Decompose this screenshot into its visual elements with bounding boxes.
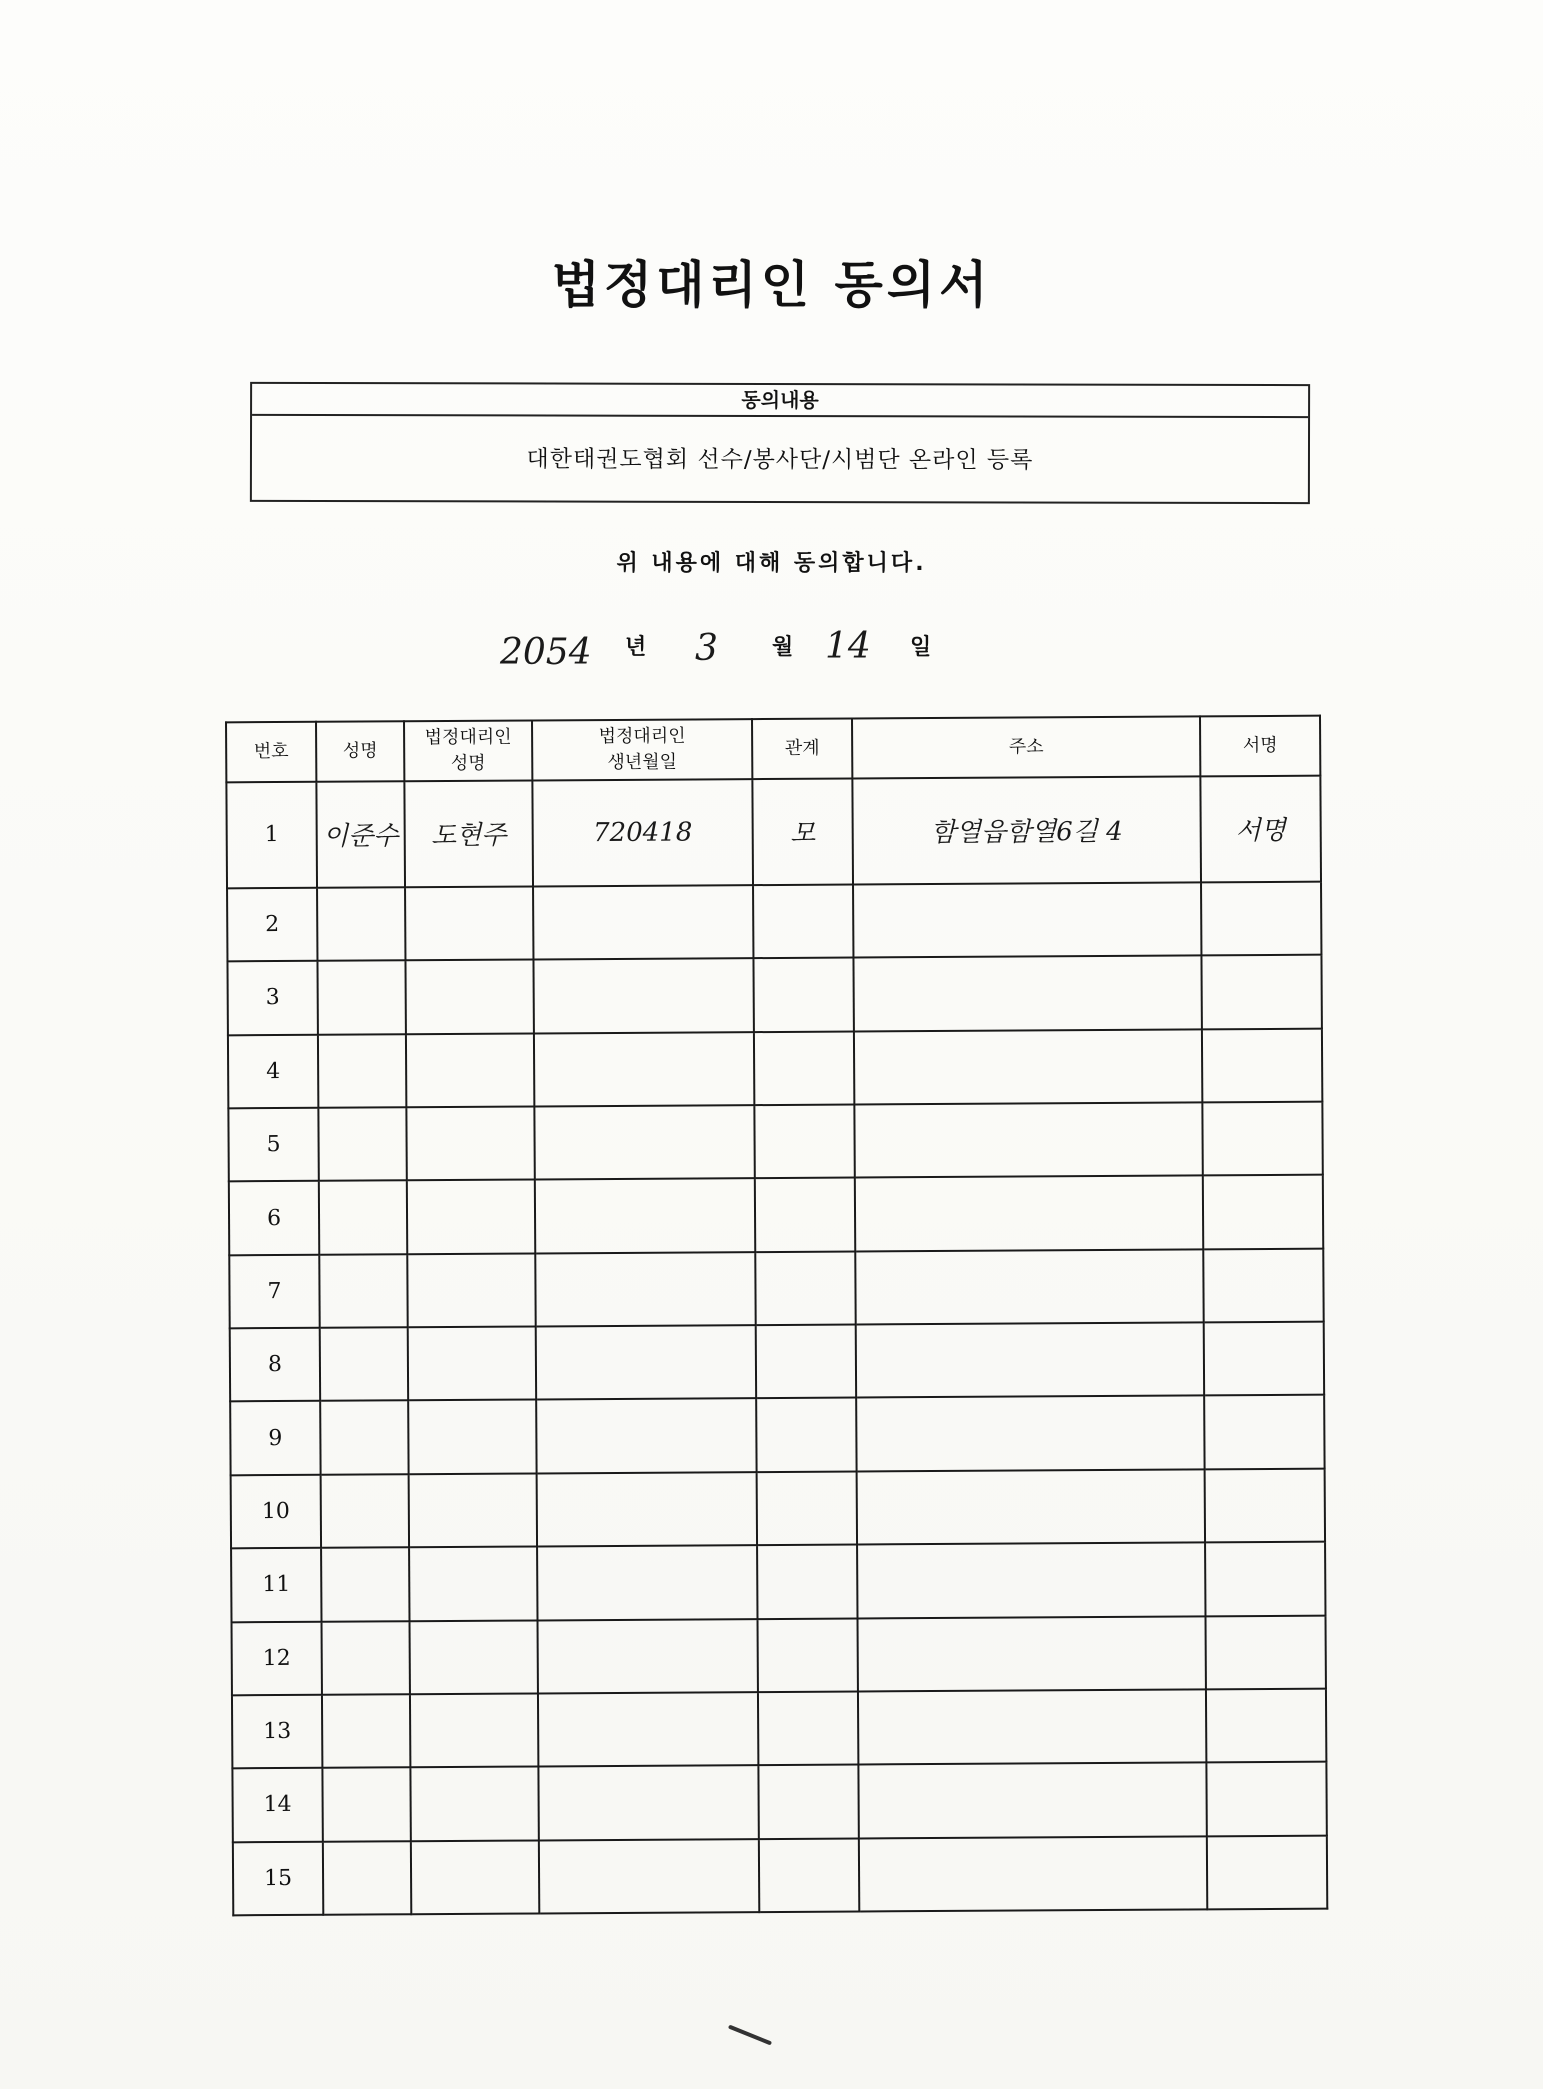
row-number: 12: [232, 1621, 322, 1695]
address-cell: [853, 956, 1201, 1031]
guardian-name-cell: [405, 886, 533, 960]
table-row: [230, 1322, 1324, 1402]
participant-name-cell: [318, 1034, 406, 1108]
date-day-handwritten: 14: [825, 626, 871, 667]
table-header-row: [226, 716, 1320, 783]
address-cell: [857, 1469, 1205, 1544]
address-cell: [854, 1029, 1202, 1104]
header-guardian-birth-line2: 생년월일: [607, 751, 678, 774]
table-row: [229, 1248, 1323, 1328]
relation-cell: [756, 1398, 856, 1472]
roster-table-wrapper: [225, 715, 1326, 1917]
row-number: 5: [228, 1108, 318, 1182]
signature-cell: 서명: [1200, 776, 1321, 883]
guardian-name-cell: [410, 1767, 538, 1841]
agree-statement: 위 내용에 대해 동의합니다.: [616, 551, 927, 576]
guardian-name-cell: [406, 1033, 534, 1107]
guardian-birth-cell: [536, 1325, 756, 1400]
guardian-birth-cell: [533, 958, 753, 1033]
address-cell: 함열읍함열6길 4: [852, 776, 1201, 884]
table-row: [228, 1102, 1322, 1182]
date-year-handwritten: 2054: [500, 632, 592, 673]
date-day-label: 일: [910, 635, 932, 660]
guardian-birth-cell: [536, 1399, 756, 1474]
guardian-birth-cell: [538, 1619, 758, 1694]
address-cell: [853, 882, 1201, 957]
table-row: [233, 1835, 1327, 1915]
relation-cell: [753, 958, 853, 1032]
relation-cell: [753, 884, 853, 958]
header-guardian-birth: [532, 719, 752, 780]
table-row: [231, 1468, 1325, 1548]
signature-cell: [1201, 882, 1321, 956]
signature-cell: [1205, 1615, 1325, 1689]
participant-name-cell: [321, 1547, 409, 1621]
address-cell: [856, 1396, 1204, 1471]
relation-cell: [754, 1105, 854, 1179]
guardian-birth-cell: [539, 1839, 759, 1914]
guardian-name-cell: [407, 1253, 535, 1327]
date-row: [490, 620, 990, 680]
guardian-name-cell: [409, 1547, 537, 1621]
signature-cell: [1202, 1102, 1322, 1176]
row-number: 1: [226, 782, 317, 889]
guardian-birth-cell: [534, 1032, 754, 1107]
participant-name-cell: [317, 887, 405, 961]
consent-box: [250, 382, 1310, 504]
address-cell: [856, 1322, 1204, 1397]
signature-cell: [1204, 1322, 1324, 1396]
header-guardian-birth-line1: 법정대리인: [598, 725, 686, 748]
guardian-birth-cell: [537, 1545, 757, 1620]
table-row: [232, 1615, 1326, 1695]
relation-cell: [757, 1471, 857, 1545]
relation-cell: [757, 1545, 857, 1619]
table-row: [227, 882, 1321, 962]
participant-name-cell: [318, 1107, 406, 1181]
relation-cell: [758, 1765, 858, 1839]
signature-cell: [1205, 1542, 1325, 1616]
row-number: 7: [229, 1255, 319, 1329]
table-row: [226, 776, 1321, 889]
relation-cell: [755, 1251, 855, 1325]
row-number: 11: [231, 1548, 321, 1622]
address-cell: [857, 1616, 1205, 1691]
table-row: [231, 1542, 1325, 1622]
participant-name-cell: [319, 1181, 407, 1255]
guardian-birth-cell: [538, 1692, 758, 1767]
address-cell: [854, 1102, 1202, 1177]
guardian-birth-cell: [537, 1472, 757, 1547]
row-number: 4: [228, 1034, 318, 1108]
row-number: 9: [230, 1401, 320, 1475]
row-number: 14: [232, 1768, 322, 1842]
guardian-name-cell: [405, 960, 533, 1034]
header-no: 번호: [226, 722, 316, 783]
guardian-name-cell: [409, 1473, 537, 1547]
address-cell: [857, 1543, 1205, 1618]
header-guardian-name: [404, 720, 532, 781]
signature-cell: [1201, 955, 1321, 1029]
guardian-name-cell: [410, 1693, 538, 1767]
participant-name-cell: [317, 961, 405, 1035]
guardian-name-cell: 도현주: [404, 780, 533, 887]
row-number: 8: [230, 1328, 320, 1402]
row-number: 10: [231, 1475, 321, 1549]
guardian-birth-cell: [535, 1179, 755, 1254]
participant-name-cell: [321, 1474, 409, 1548]
document-title: 법정대리인 동의서: [551, 256, 992, 314]
header-guardian-name-line2: 성명: [450, 752, 486, 774]
header-relation: 관계: [752, 719, 852, 780]
guardian-name-cell: [407, 1180, 535, 1254]
row-number: 2: [227, 888, 317, 962]
guardian-name-cell: [411, 1840, 539, 1914]
signature-cell: [1203, 1248, 1323, 1322]
header-name: 성명: [316, 721, 404, 782]
signature-cell: [1206, 1689, 1326, 1763]
participant-name-cell: [322, 1694, 410, 1768]
relation-cell: [758, 1691, 858, 1765]
guardian-birth-cell: [538, 1765, 758, 1840]
address-cell: [859, 1836, 1207, 1911]
table-row: [228, 1028, 1322, 1108]
header-guardian-name-line1: 법정대리인: [424, 726, 512, 749]
participant-name-cell: [320, 1327, 408, 1401]
table-row: [232, 1689, 1326, 1769]
relation-cell: [758, 1618, 858, 1692]
guardian-name-cell: [408, 1400, 536, 1474]
guardian-birth-cell: [535, 1252, 755, 1327]
address-cell: [855, 1249, 1203, 1324]
participant-name-cell: [319, 1254, 407, 1328]
table-row: [232, 1762, 1326, 1842]
consent-body: 대한태권도협회 선수/봉사단/시범단 온라인 등록: [526, 446, 1034, 474]
date-month-handwritten: 3: [695, 628, 718, 669]
table-body: [226, 776, 1327, 1916]
table-row: [229, 1175, 1323, 1255]
participant-name-cell: [320, 1401, 408, 1475]
signature-cell: [1205, 1468, 1325, 1542]
guardian-birth-cell: [533, 885, 753, 960]
date-month-label: 월: [772, 635, 794, 660]
row-number: 3: [227, 961, 317, 1035]
signature-cell: [1206, 1762, 1326, 1836]
address-cell: [858, 1763, 1206, 1838]
guardian-name-cell: [408, 1327, 536, 1401]
participant-name-cell: [323, 1841, 411, 1915]
signature-cell: [1204, 1395, 1324, 1469]
row-number: 6: [229, 1181, 319, 1255]
relation-cell: [759, 1838, 859, 1912]
signature-cell: [1207, 1835, 1327, 1909]
address-cell: [858, 1689, 1206, 1764]
guardian-birth-cell: [534, 1105, 754, 1180]
signature-cell: [1202, 1028, 1322, 1102]
consent-header: 동의내용: [252, 384, 1308, 418]
address-cell: [855, 1176, 1203, 1251]
date-year-label: 년: [625, 635, 647, 660]
relation-cell: [755, 1178, 855, 1252]
row-number: 13: [232, 1695, 322, 1769]
guardian-name-cell: [410, 1620, 538, 1694]
signature-cell: [1203, 1175, 1323, 1249]
row-number: 15: [233, 1841, 323, 1915]
table-row: [227, 955, 1321, 1035]
guardian-name-cell: [406, 1106, 534, 1180]
relation-cell: [754, 1031, 854, 1105]
roster-table: [225, 715, 1328, 1917]
guardian-birth-cell: 720418: [532, 779, 753, 886]
participant-name-cell: 이준수: [316, 781, 405, 887]
table-row: [230, 1395, 1324, 1475]
participant-name-cell: [322, 1767, 410, 1841]
relation-cell: 모: [752, 779, 853, 886]
participant-name-cell: [322, 1621, 410, 1695]
relation-cell: [756, 1325, 856, 1399]
header-address: 주소: [852, 716, 1200, 778]
stray-pen-mark: [728, 2025, 772, 2046]
header-signature: 서명: [1200, 716, 1320, 777]
